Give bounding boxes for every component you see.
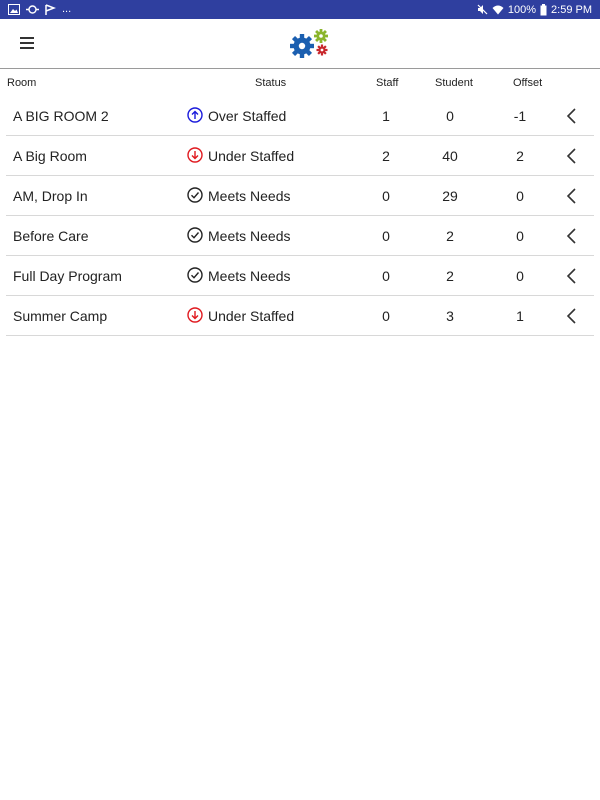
battery-icon [540, 4, 547, 16]
header-status: Status [255, 77, 287, 89]
student-count: 2 [446, 268, 454, 284]
check-circle-icon [187, 187, 203, 203]
header-room: Room [7, 77, 37, 89]
offset-value: 0 [516, 268, 524, 284]
status-text: Meets Needs [208, 228, 291, 244]
offset-value: 2 [516, 148, 524, 164]
table-row[interactable] [6, 176, 594, 216]
status-text: Over Staffed [208, 108, 287, 124]
staff-count: 0 [382, 268, 390, 284]
gears-logo-icon [288, 27, 332, 61]
student-count: 0 [446, 108, 454, 124]
room-name: Summer Camp [13, 308, 108, 324]
student-count: 2 [446, 228, 454, 244]
sync-icon [26, 4, 39, 15]
header-offset: Offset [513, 77, 543, 89]
staff-count: 0 [382, 188, 390, 204]
check-circle-icon [187, 267, 203, 283]
mute-icon [477, 4, 488, 15]
room-list [6, 96, 594, 336]
notification-icons [8, 3, 71, 16]
system-icons [477, 3, 592, 16]
chevron-left-icon[interactable] [565, 147, 579, 165]
chevron-left-icon[interactable] [565, 187, 579, 205]
offset-value: 0 [516, 228, 524, 244]
header-student: Student [435, 77, 473, 89]
staff-count: 0 [382, 228, 390, 244]
status-text: Under Staffed [208, 148, 295, 164]
table-row[interactable] [6, 216, 594, 256]
chevron-left-icon[interactable] [565, 267, 579, 285]
table-row[interactable] [6, 96, 594, 136]
notification-overflow: ... [62, 3, 72, 15]
wifi-icon [492, 4, 504, 15]
table-row[interactable] [6, 136, 594, 176]
status-text: Meets Needs [208, 188, 291, 204]
student-count: 40 [442, 148, 458, 164]
status-text: Under Staffed [208, 308, 295, 324]
offset-value: 0 [516, 188, 524, 204]
room-name: AM, Drop In [13, 188, 88, 204]
table-row[interactable] [6, 296, 594, 336]
check-circle-icon [187, 227, 203, 243]
chevron-left-icon[interactable] [565, 107, 579, 125]
menu-button[interactable] [18, 35, 38, 51]
gallery-icon [8, 4, 20, 15]
status-text: Meets Needs [208, 268, 291, 284]
table-header [0, 77, 600, 91]
arrow-down-circle-icon [187, 147, 203, 163]
offset-value: 1 [516, 308, 524, 324]
student-count: 3 [446, 308, 454, 324]
arrow-up-circle-icon [187, 107, 203, 123]
header-staff: Staff [376, 77, 399, 89]
room-name: A BIG ROOM 2 [13, 108, 109, 124]
battery-percent: 100% [507, 3, 537, 16]
clock: 2:59 PM [551, 3, 592, 16]
toolbar-divider [0, 68, 600, 69]
offset-value: -1 [513, 108, 527, 124]
arrow-down-circle-icon [187, 307, 203, 323]
room-name: Full Day Program [13, 268, 122, 284]
status-bar [0, 0, 600, 19]
room-name: Before Care [13, 228, 89, 244]
table-row[interactable] [6, 256, 594, 296]
student-count: 29 [442, 188, 458, 204]
chevron-left-icon[interactable] [565, 227, 579, 245]
staff-count: 1 [382, 108, 390, 124]
staff-count: 0 [382, 308, 390, 324]
chevron-left-icon[interactable] [565, 307, 579, 325]
flag-icon [45, 4, 56, 15]
staff-count: 2 [382, 148, 390, 164]
room-name: A Big Room [13, 148, 87, 164]
